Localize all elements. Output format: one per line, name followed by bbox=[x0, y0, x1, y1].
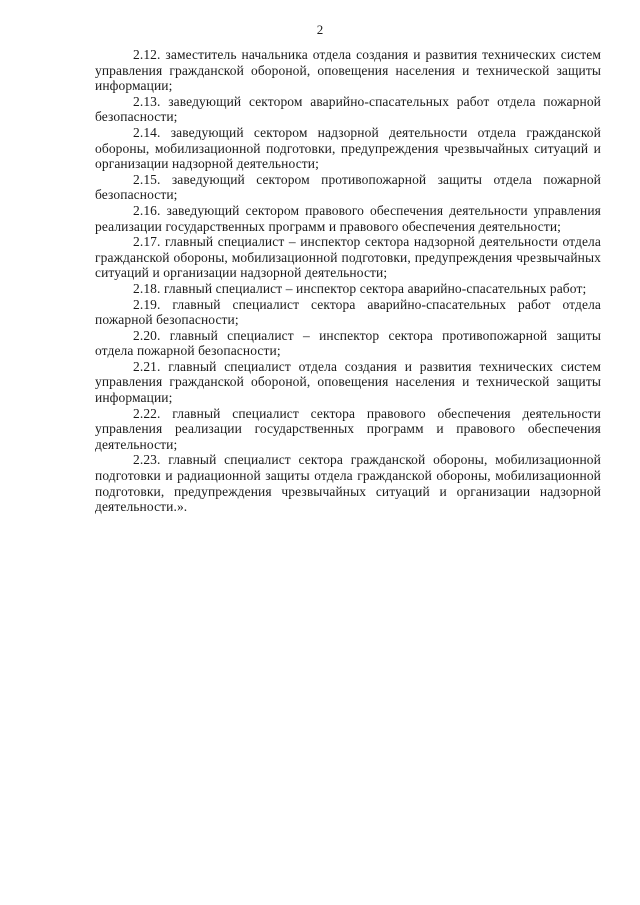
item-number: 2.14. bbox=[133, 124, 161, 140]
list-item bbox=[95, 94, 601, 125]
item-number: 2.22. bbox=[133, 405, 161, 421]
item-number: 2.21. bbox=[133, 358, 161, 374]
list-item bbox=[95, 47, 601, 94]
item-number: 2.20. bbox=[133, 327, 161, 343]
item-text: главный специалист сектора гражданской обороны, мобилизационной подготовки и радиационной защиты отдела гражданской обороны, мобилизационной подготовки, предупреждения чрезвычайных ситуаций и организации надзорной деятельности.». bbox=[95, 452, 601, 515]
list-item bbox=[95, 359, 601, 406]
item-number: 2.15. bbox=[133, 171, 161, 187]
item-text: заведующий сектором надзорной деятельности отдела гражданской обороны, мобилизационной подготовки, предупреждения чрезвычайных ситуаций и организации надзорной деятельности; bbox=[95, 124, 601, 172]
item-number: 2.13. bbox=[133, 93, 161, 109]
list-item bbox=[95, 172, 601, 203]
item-number: 2.12. bbox=[133, 47, 161, 62]
item-number: 2.18. bbox=[133, 280, 161, 296]
item-text: заместитель начальника отдела создания и развития технических систем управления гражданской обороной, оповещения населения и технической защиты информации; bbox=[95, 47, 601, 94]
item-text: заведующий сектором противопожарной защиты отдела пожарной безопасности; bbox=[95, 171, 601, 203]
list-item bbox=[95, 328, 601, 359]
item-number: 2.16. bbox=[133, 202, 161, 218]
item-text: главный специалист – инспектор сектора противопожарной защиты отдела пожарной безопасности; bbox=[95, 327, 601, 359]
item-text: главный специалист сектора правового обеспечения деятельности управления реализации государственных программ и правового обеспечения деятельности; bbox=[95, 405, 601, 452]
list-item bbox=[95, 203, 601, 234]
item-text: главный специалист – инспектор сектора аварийно-спасательных работ; bbox=[163, 280, 587, 296]
item-text: главный специалист сектора аварийно-спасательных работ отдела пожарной безопасности; bbox=[95, 296, 601, 328]
item-number: 2.17. bbox=[133, 234, 161, 250]
list-item bbox=[95, 297, 601, 328]
list-item bbox=[95, 452, 601, 514]
item-text: заведующий сектором правового обеспечения деятельности управления реализации государственных программ и правового обеспечения деятельности; bbox=[95, 202, 601, 234]
item-text: главный специалист отдела создания и развития технических систем управления гражданской обороной, оповещения населения и технической защиты информации; bbox=[95, 358, 601, 406]
item-text: заведующий сектором аварийно-спасательных работ отдела пожарной безопасности; bbox=[95, 93, 601, 125]
item-text: главный специалист – инспектор сектора надзорной деятельности отдела гражданской обороны, мобилизационной подготовки, предупреждения чрезвычайных ситуаций и организации надзорной деятельности; bbox=[95, 234, 601, 281]
list-item bbox=[95, 281, 601, 297]
document-body bbox=[95, 47, 601, 515]
list-item bbox=[95, 125, 601, 172]
item-number: 2.23. bbox=[133, 452, 161, 468]
list-item bbox=[95, 406, 601, 453]
list-item bbox=[95, 234, 601, 281]
page-number: 2 bbox=[316, 22, 324, 37]
item-number: 2.19. bbox=[133, 296, 161, 312]
